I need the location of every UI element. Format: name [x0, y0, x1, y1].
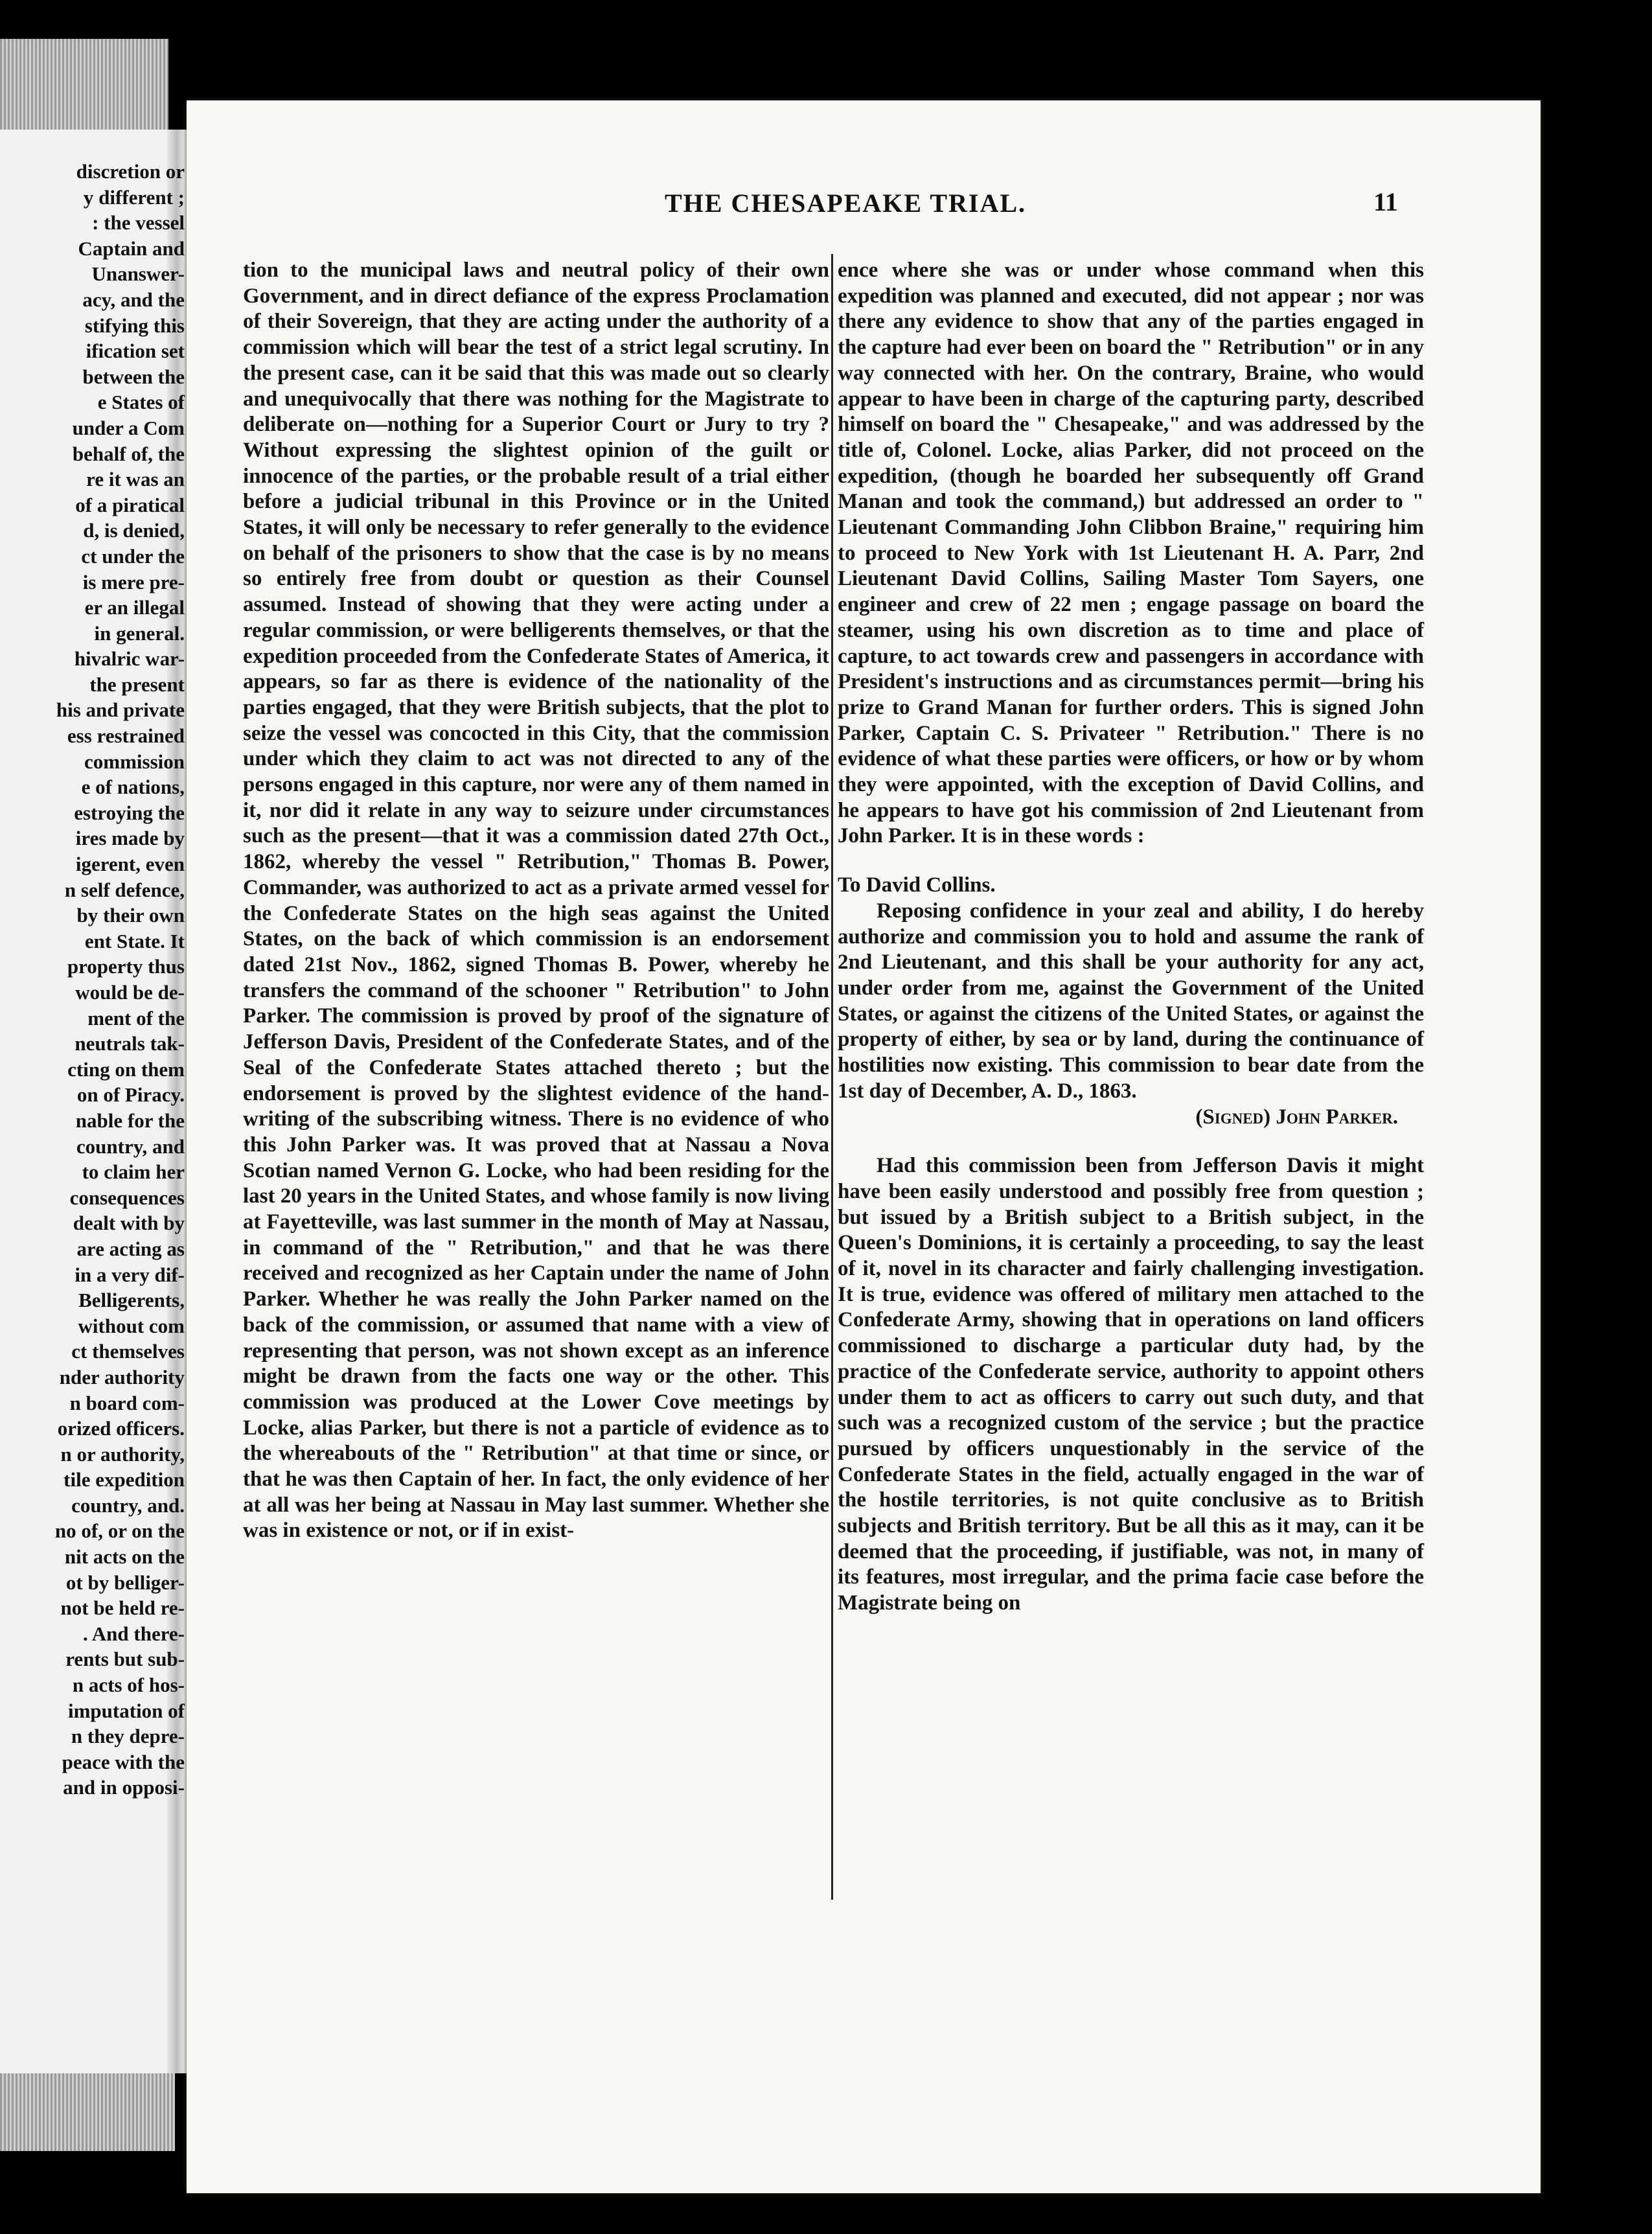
previous-page-line: tile expedition	[63, 1468, 185, 1491]
previous-page-line: discretion or	[76, 160, 185, 183]
previous-page-line: ent State. It	[84, 929, 185, 952]
previous-page-line: by their own	[76, 904, 185, 927]
previous-page-line: in general.	[94, 621, 185, 645]
previous-page-line: without com	[78, 1314, 185, 1337]
previous-page-line: peace with the	[62, 1750, 185, 1773]
signature: (Signed) John Parker.	[1195, 1105, 1398, 1129]
scan-edge-top	[0, 39, 168, 136]
previous-page-line: . And there-	[82, 1622, 185, 1645]
text-column-right	[838, 258, 1424, 1617]
previous-page-line: n board com-	[69, 1391, 185, 1414]
previous-page-line: nable for the	[75, 1109, 185, 1132]
previous-page-line: ires made by	[75, 827, 185, 850]
previous-page-line: imputation of	[68, 1699, 185, 1722]
previous-page-line: orized officers.	[57, 1417, 185, 1440]
previous-page-line: to claim her	[82, 1160, 185, 1184]
previous-page-line: e of nations,	[81, 776, 185, 799]
previous-page-line: ot by belliger-	[65, 1571, 185, 1594]
previous-page-line: ment of the	[87, 1006, 185, 1030]
previous-page-line: cting on them	[67, 1057, 185, 1081]
previous-page-line: er an illegal	[84, 596, 185, 619]
previous-page-line: ess restrained	[67, 724, 185, 748]
paragraph: ence where she was or under whose command when this expedition was planned and executed, did not appear ; nor was there any evidence to show that any of the parties engaged in the capture had ever been on board the " Retribution" or in any way connected with her. On the contrary, Braine, who would appear to have been in charge of the capturing party, described himself on board the " Chesapeake," and was addressed by the title of, Colonel. Locke, alias Parker, did not proceed on the expedition, (though he boarded her subsequently off Grand Manan and took the command,) but addressed an order to " Lieutenant Commanding John Clibbon Braine," requiring him to proceed to New York with 1st Lieutenant H. A. Parr, 2nd Lieutenant David Collins, Sailing Master Tom Sayers, one engineer and crew of 22 men ; engage passage on board the steamer, using his own discretion as to time and place of capture, to act towards crew and passengers in accordance with President's instructions and as circumstances permit—bring his prize to Grand Manan for further orders. This is signed John Parker, Captain C. S. Privateer " Retribution." There is no evidence of what these parties were officers, or how or by whom they were appointed, with the exception of David Collins, and he appears to have got his commission of 2nd Lieutenant from John Parker. It is in these words :	[838, 259, 1424, 848]
previous-page-line: Belligerents,	[78, 1289, 185, 1312]
previous-page-line: behalf of, the	[72, 442, 185, 465]
previous-page-line: Unanswer-	[91, 262, 185, 286]
previous-page-line: dealt with by	[73, 1212, 185, 1235]
previous-page-line: his and private	[56, 698, 185, 722]
previous-page-line: n self defence,	[64, 878, 185, 901]
letter-salutation: To David Collins.	[838, 873, 996, 897]
previous-page-line: under a Com	[72, 416, 185, 439]
previous-page-line: Captain and	[78, 236, 185, 260]
previous-page-line: y different ;	[83, 185, 185, 209]
paragraph: Had this commission been from Jefferson Davis it might have been easily understood and possibly free from question ; but issued by a British subject to a British subject, in the Queen's Dominions, it is certainly a proceeding, to say the least of it, novel in its character and fairly challenging investigation. It is true, evidence was offered of military men attached to the Confederate Army, showing that in operations on land officers commissioned to discharge a particular duty had, by the practice of the Confederate service, authority to appoint others under them to act as officers to carry out such duty, and that such was a recognized custom of the service ; but the practice pursued by officers unquestionably in the service of the Confederate States in the field, actually engaged in the war of the hostile territories, is not quite conclusive as to British subjects and British territory. But be all this as it may, can it be deemed that the proceeding, if justifiable, was not, in many of its features, most irregular, and the prima facie case before the Magistrate being on	[838, 1154, 1424, 1615]
previous-page-line: are acting as	[76, 1237, 185, 1260]
previous-page-line: in a very dif-	[75, 1263, 185, 1286]
previous-page-line: country, and	[76, 1134, 185, 1158]
previous-page-line: : the vessel	[92, 211, 185, 235]
previous-page-line: not be held re-	[60, 1596, 185, 1620]
previous-page-line: the present	[89, 673, 185, 696]
previous-page-line: is mere pre-	[82, 570, 185, 593]
previous-page-line: of a piratical	[75, 493, 185, 516]
previous-page-line: consequences	[69, 1186, 185, 1209]
previous-page-line: ct under the	[81, 544, 185, 568]
commission-text: Reposing confidence in your zeal and ability, I do hereby authorize and commission you to hold and assume the rank of 2nd Lieutenant, and this shall be your authority for any act, under order from me, against the Government of the United States, or against the citizens of the United States, or against the property of either, by sea or by land, during the continuance of hostilities now existing. This commission to bear date from the 1st day of December, A. D., 1863.	[838, 899, 1424, 1103]
previous-page-line: estroying the	[74, 801, 185, 824]
previous-page-line: would be de-	[75, 981, 185, 1004]
previous-page-line: igerent, even	[75, 853, 185, 876]
page-title: THE CHESAPEAKE TRIAL.	[664, 189, 1027, 218]
previous-page-line: rents but sub-	[65, 1648, 185, 1671]
paragraph: tion to the municipal laws and neutral policy of their own Government, and in direct defiance of the express Proclamation of their Sovereign, that they are acting under the authority of a commission which will bear the test of a strict legal scrutiny. In the present case, can it be said that this was made out so clearly and unequivocally that there was nothing for the Magistrate to deliberate on—nothing for a Superior Court or Jury to try ? Without expressing the slightest opinion of the guilt or innocence of the parties, or the probable result of a trial either before a judicial tribunal in this Province or in the United States, it will only be necessary to refer generally to the evidence on behalf of the prisoners to show that the case is by no means so entirely free from doubt or question as their Counsel assumed. Instead of showing that they were acting under a regular commission, or were belligerents themselves, or that the expedition proceeded from the Confederate States of America, it appears, so far as there is evidence of the nationality of the parties engaged, that they were British subjects, that the plot to seize the vessel was concocted in this City, that the commission under which they claim to act was not directed to any of the persons engaged in this capture, nor were any of them named in it, nor did it relate in any way to seizure under circumstances such as the present—that it was a commission dated 27th Oct., 1862, whereby the vessel " Retribution," Thomas B. Power, Commander, was authorized to act as a private armed vessel for the Confederate States on the high seas against the United States, on the back of which commission is an endorsement dated 21st Nov., 1862, signed Thomas B. Power, whereby he transfers the command of the schooner " Retribution" to John Parker. The commission is proved by proof of the signature of Jefferson Davis, President of the Confederate States, and of the Seal of the Confederate States attached thereto ; but the endorsement is proved by the slightest evidence of the hand-writing of the subscribing witness. There is no evidence of who this John Parker was. It was proved that at Nassau a Nova Scotian named Vernon G. Locke, who had been residing for the last 20 years in the United States, and whose family is now living at Fayetteville, was last summer in the month of May at Nassau, in command of the " Retribution," and that he was there received and recognized as her Captain under the name of John Parker. Whether he was really the John Parker named on the back of the commission, or assumed that name with a view of representing that person, was not shown except as an inference might be drawn from the facts one way or the other. This commission was produced at the Lower Cove meetings by Locke, alias Parker, but there is not a particle of evidence as to the whereabouts of the " Retribution" at that time or since, or that he was then Captain of her. In fact, the only evidence of her at all was her being at Nassau in May last summer. Whether she was in existence or not, or if in exist-	[243, 259, 829, 1543]
previous-page-line: country, and.	[71, 1493, 185, 1517]
previous-page-line: n or authority,	[60, 1442, 185, 1466]
previous-page-line: nder authority	[59, 1365, 185, 1388]
column-divider	[831, 254, 833, 1900]
previous-page-line: e States of	[97, 391, 185, 414]
previous-page-line: stifying this	[84, 314, 185, 337]
previous-page-line: d, is denied,	[83, 519, 185, 542]
previous-page-line: n they depre-	[71, 1725, 185, 1748]
previous-page-text	[0, 159, 185, 1801]
previous-page-line: ification set	[86, 340, 185, 363]
previous-page-line: between the	[82, 365, 185, 388]
previous-page-line: hivalric war-	[74, 647, 185, 671]
previous-page-line: and in opposi-	[63, 1776, 185, 1799]
previous-page-line: property thus	[67, 955, 185, 978]
text-column-left	[243, 258, 829, 1544]
page-number: 11	[1373, 187, 1398, 216]
scan-edge-bottom	[0, 2073, 175, 2151]
previous-page-line: ct themselves	[71, 1340, 185, 1363]
previous-page-line: on of Piracy.	[76, 1083, 185, 1107]
previous-page-line: nit acts on the	[64, 1545, 185, 1569]
previous-page-line: no of, or on the	[54, 1519, 185, 1543]
previous-page-line: commission	[84, 750, 185, 773]
previous-page-line: re it was an	[86, 468, 185, 491]
previous-page-line: acy, and the	[82, 288, 185, 311]
previous-page-line: n acts of hos-	[72, 1674, 185, 1697]
previous-page-line: neutrals tak-	[75, 1032, 185, 1055]
